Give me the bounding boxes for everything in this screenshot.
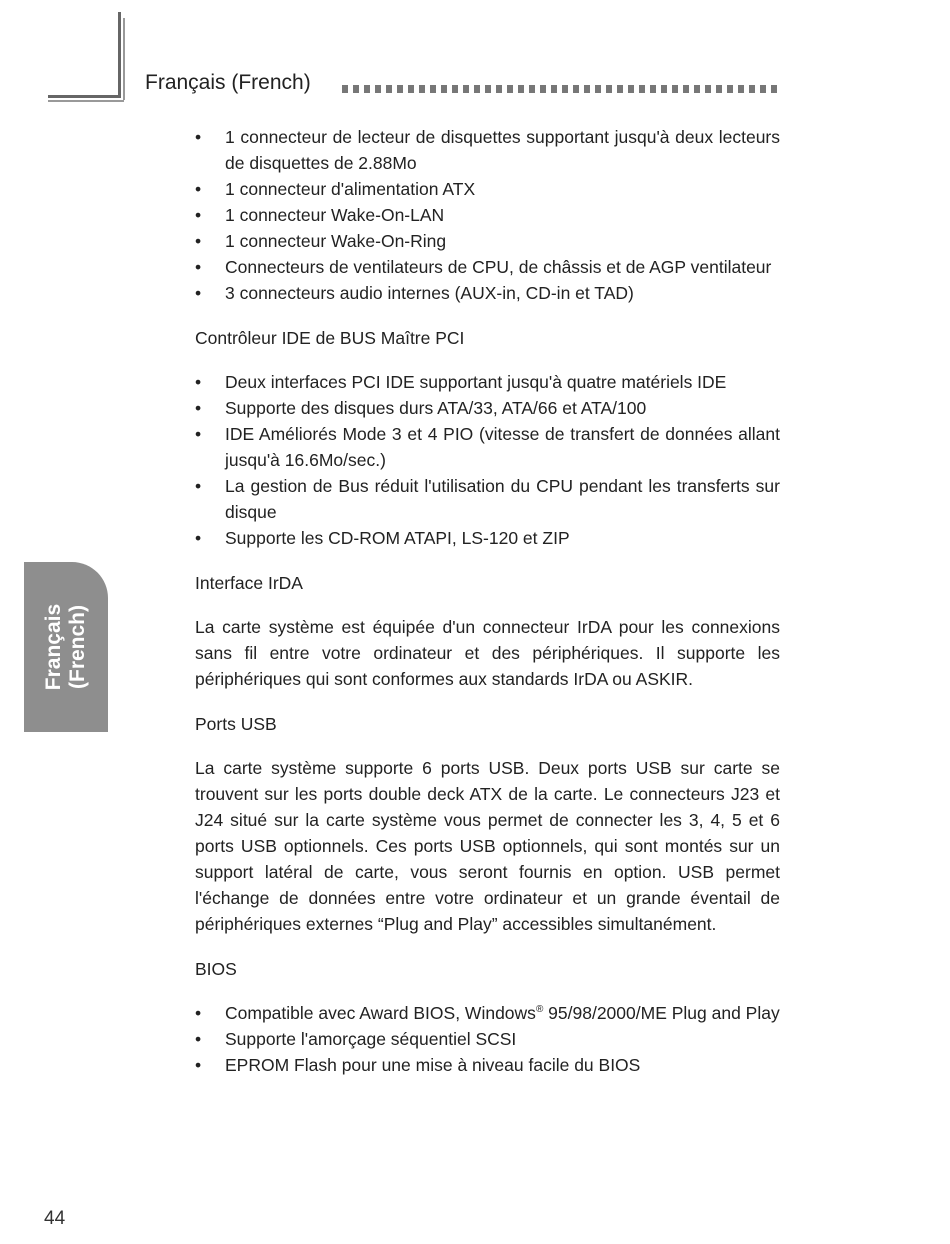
- bullet-icon: •: [195, 1055, 202, 1075]
- bullet-icon: •: [195, 476, 202, 496]
- list-item: • 1 connecteur d'alimentation ATX: [195, 176, 780, 202]
- bullet-icon: •: [195, 528, 202, 548]
- ide-list: [195, 369, 780, 551]
- list-item: • Deux interfaces PCI IDE supportant jusqu'à quatre matériels IDE: [195, 369, 780, 395]
- section-heading-ide: Contrôleur IDE de BUS Maître PCI: [195, 328, 465, 348]
- bullet-icon: •: [195, 372, 202, 392]
- page-header-title: Français (French): [145, 71, 311, 94]
- page-number: 44: [44, 1208, 66, 1229]
- list-item: • EPROM Flash pour une mise à niveau facile du BIOS: [195, 1052, 780, 1078]
- bullet-icon: •: [195, 127, 202, 147]
- corner-mark-horizontal: [48, 95, 120, 98]
- section-heading-usb: Ports USB: [195, 714, 277, 734]
- side-tab-label: Français (French): [42, 603, 89, 691]
- bullet-icon: •: [195, 283, 202, 303]
- corner-mark-horizontal-shadow: [48, 100, 124, 102]
- bullet-icon: •: [195, 231, 202, 251]
- registered-mark: ®: [535, 1004, 544, 1016]
- bullet-icon: •: [195, 257, 202, 277]
- bullet-icon: •: [195, 205, 202, 225]
- list-item: • IDE Améliorés Mode 3 et 4 PIO (vitesse de transfert de données allant jusqu'à 16.6Mo/sec.): [195, 421, 780, 473]
- page-content: [195, 124, 780, 1078]
- bios-list: [195, 1000, 780, 1078]
- bullet-icon: •: [195, 398, 202, 418]
- bullet-icon: •: [195, 1029, 202, 1049]
- list-item: • Compatible avec Award BIOS, Windows® 95/98/2000/ME Plug and Play: [195, 1000, 780, 1026]
- section-heading-bios: BIOS: [195, 959, 237, 979]
- list-item: • 1 connecteur de lecteur de disquettes supportant jusqu'à deux lecteurs de disquettes de 2.88Mo: [195, 124, 780, 176]
- connector-list: [195, 124, 780, 306]
- list-item: • 1 connecteur Wake-On-LAN: [195, 202, 780, 228]
- corner-mark-vertical: [118, 12, 121, 98]
- list-item: • Supporte l'amorçage séquentiel SCSI: [195, 1026, 780, 1052]
- list-item: • La gestion de Bus réduit l'utilisation du CPU pendant les transferts sur disque: [195, 473, 780, 525]
- list-item: • Supporte des disques durs ATA/33, ATA/66 et ATA/100: [195, 395, 780, 421]
- corner-mark-vertical-shadow: [123, 18, 125, 100]
- bullet-icon: •: [195, 179, 202, 199]
- usb-paragraph: La carte système supporte 6 ports USB. Deux ports USB sur carte se trouvent sur les ports double deck ATX de la carte. Le connecteurs J23 et J24 situé sur la carte système vous permet de connecter les 3, 4, 5 et 6 ports USB optionnels. Ces ports USB optionnels, qui sont montés sur un support latéral de carte, vous seront fournis en option. USB permet l'échange de données entre votre ordinateur et un grande éventail de périphériques externes “Plug and Play” accessibles simultanément.: [195, 758, 780, 934]
- section-heading-irda: Interface IrDA: [195, 573, 303, 593]
- bullet-icon: •: [195, 1003, 202, 1023]
- list-item: • Supporte les CD-ROM ATAPI, LS-120 et ZIP: [195, 525, 780, 551]
- bullet-icon: •: [195, 424, 202, 444]
- header-dotted-rule: [342, 85, 782, 93]
- irda-paragraph: La carte système est équipée d'un connecteur IrDA pour les connexions sans fil entre votre ordinateur et des périphériques. Il supporte les périphériques qui sont conformes aux standards IrDA ou ASKIR.: [195, 617, 780, 689]
- list-item: • Connecteurs de ventilateurs de CPU, de châssis et de AGP ventilateur: [195, 254, 780, 280]
- list-item: • 1 connecteur Wake-On-Ring: [195, 228, 780, 254]
- list-item: • 3 connecteurs audio internes (AUX-in, CD-in et TAD): [195, 280, 780, 306]
